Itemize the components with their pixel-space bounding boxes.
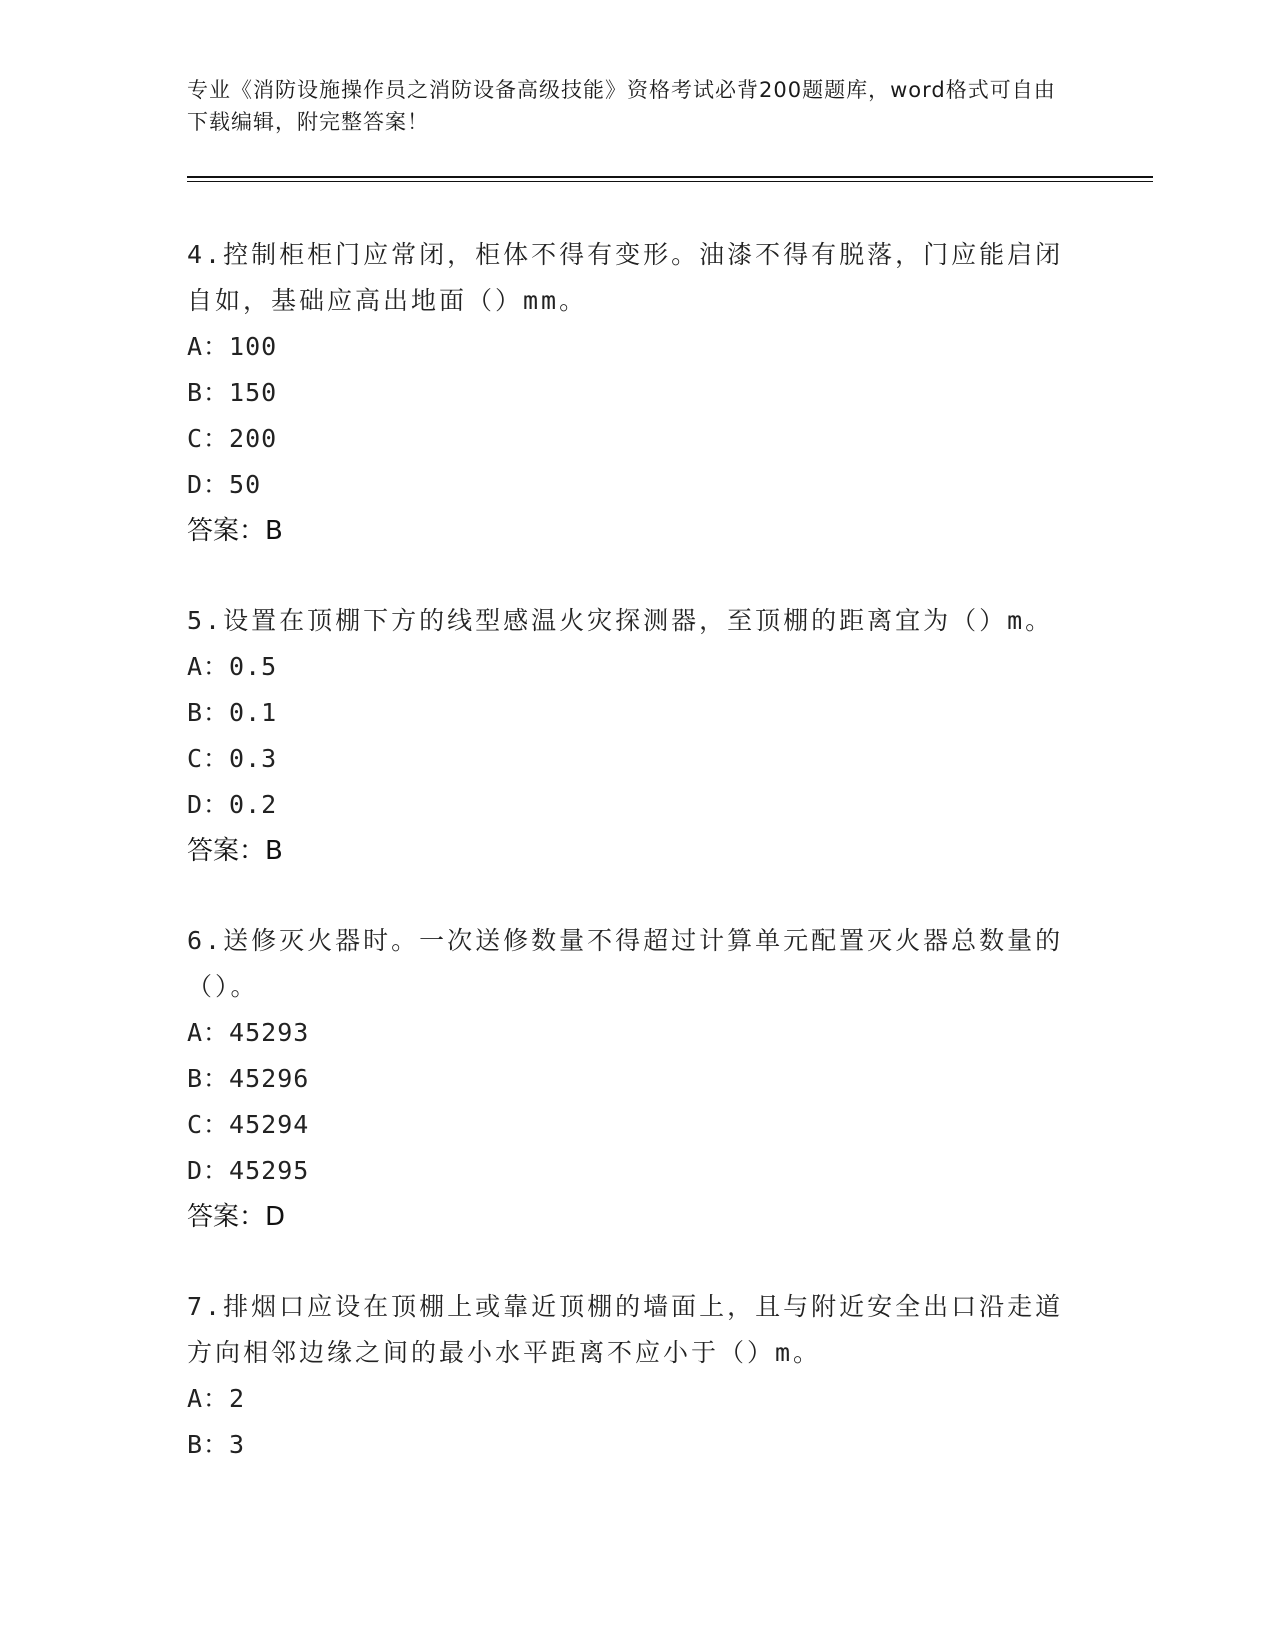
option-c: C：200 bbox=[187, 424, 278, 453]
option-c: C：45294 bbox=[187, 1110, 310, 1139]
option-b: B：150 bbox=[187, 378, 278, 407]
question-text: 4.控制柜柜门应常闭，柜体不得有变形。油漆不得有脱落，门应能启闭自如，基础应高出地面（）mm。 bbox=[187, 240, 1064, 315]
option-a: A：0.5 bbox=[187, 652, 278, 681]
option-d: D：0.2 bbox=[187, 790, 278, 819]
option-b: B：45296 bbox=[187, 1064, 310, 1093]
answer-label: 答案：B bbox=[187, 516, 283, 546]
question-text: 5.设置在顶棚下方的线型感温火灾探测器，至顶棚的距离宜为（）m。 bbox=[187, 606, 1054, 635]
answer-label: 答案：D bbox=[187, 1202, 286, 1232]
question-block bbox=[187, 598, 1087, 874]
option-b: B：0.1 bbox=[187, 698, 278, 727]
document-header: 专业《消防设施操作员之消防设备高级技能》资格考试必背200题题库，word格式可自由下载编辑，附完整答案！ bbox=[187, 78, 1056, 134]
option-c: C：0.3 bbox=[187, 744, 278, 773]
header-divider bbox=[187, 176, 1153, 182]
question-block bbox=[187, 918, 1087, 1240]
question-text: 6.送修灭火器时。一次送修数量不得超过计算单元配置灭火器总数量的（）。 bbox=[187, 926, 1064, 1001]
option-d: D：45295 bbox=[187, 1156, 310, 1185]
option-a: A：2 bbox=[187, 1384, 246, 1413]
option-d: D：50 bbox=[187, 470, 262, 499]
question-block bbox=[187, 232, 1087, 554]
question-block bbox=[187, 1284, 1087, 1468]
option-b: B：3 bbox=[187, 1430, 246, 1459]
option-a: A：45293 bbox=[187, 1018, 310, 1047]
question-text: 7.排烟口应设在顶棚上或靠近顶棚的墙面上，且与附近安全出口沿走道方向相邻边缘之间的最小水平距离不应小于（）m。 bbox=[187, 1292, 1064, 1367]
answer-label: 答案：B bbox=[187, 836, 283, 866]
option-a: A：100 bbox=[187, 332, 278, 361]
